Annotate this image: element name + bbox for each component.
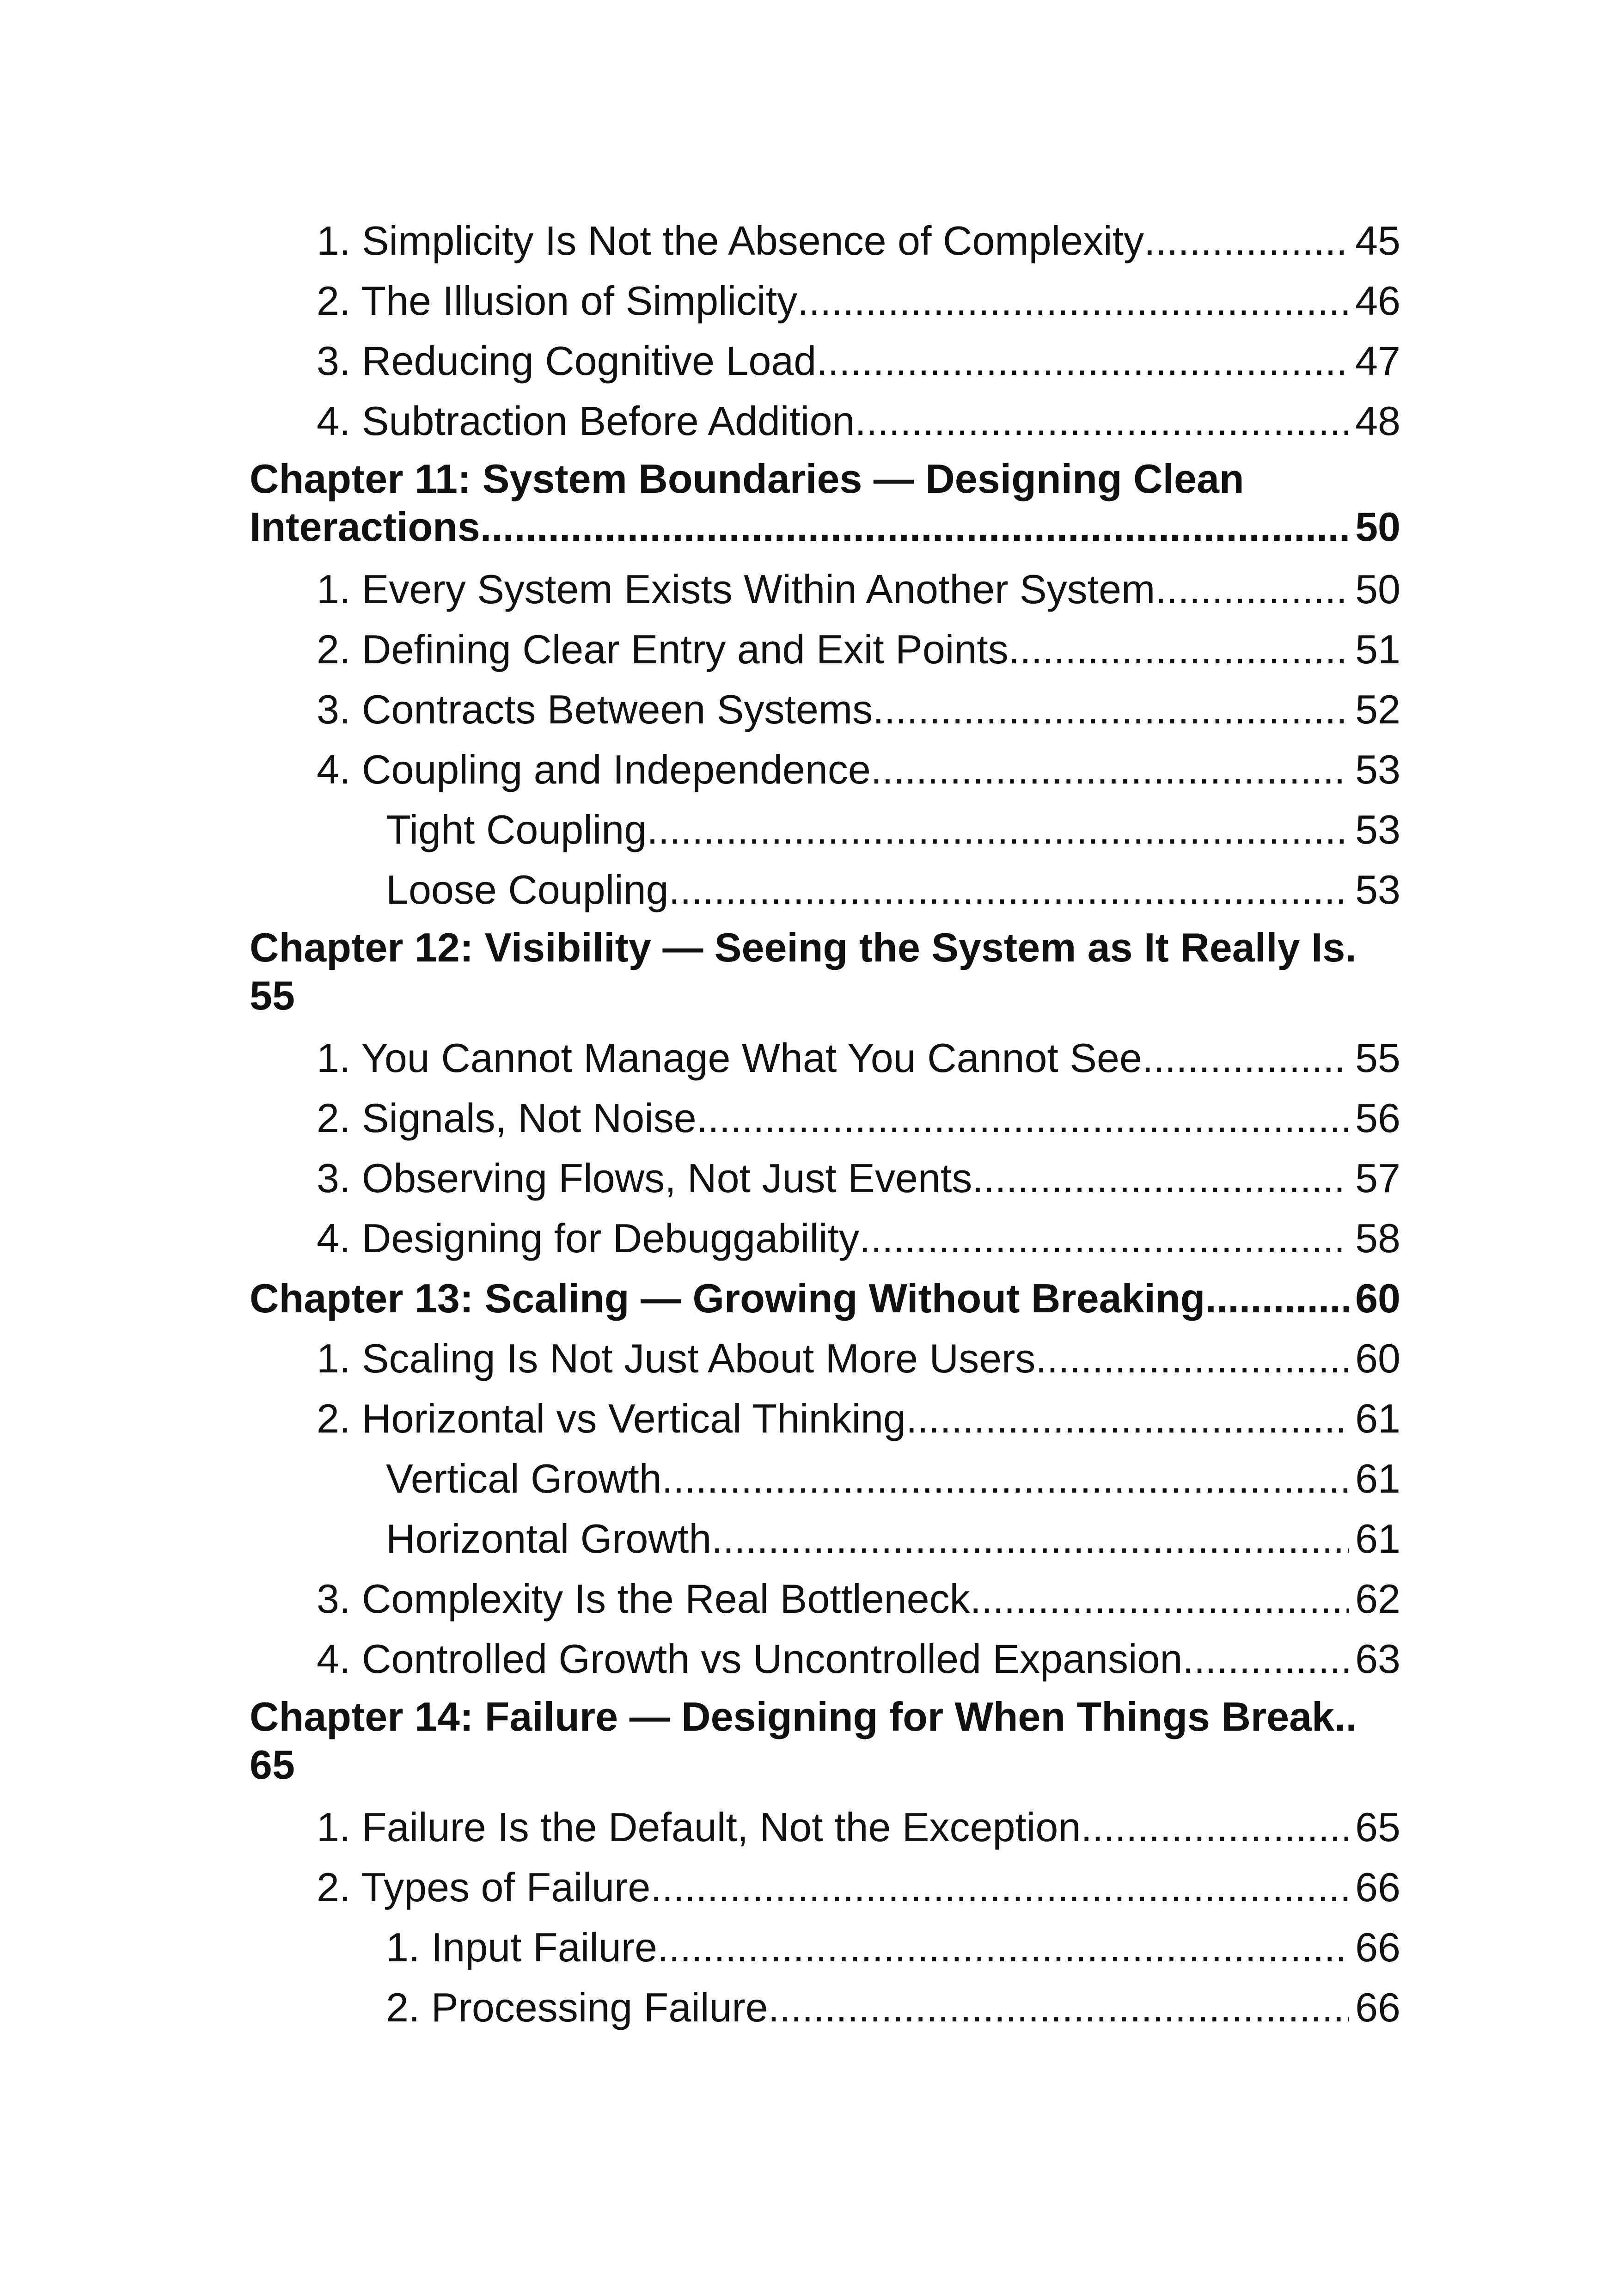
toc-chapter-12[interactable] bbox=[250, 920, 1400, 1028]
dot-leader bbox=[480, 503, 1349, 551]
dot-leader bbox=[1205, 1268, 1349, 1329]
dot-leader bbox=[1142, 1028, 1349, 1088]
toc-entry-title: 1. Simplicity Is Not the Absence of Complexity bbox=[317, 218, 1144, 263]
toc-entry-title: 2. Types of Failure bbox=[317, 1864, 651, 1910]
toc-entry[interactable] bbox=[250, 680, 1400, 740]
dot-leader bbox=[797, 271, 1349, 331]
dot-leader bbox=[873, 680, 1349, 740]
toc-entry-page: 61 bbox=[1355, 1396, 1400, 1441]
toc-entry-page: 53 bbox=[1355, 867, 1400, 912]
toc-entry-page: 55 bbox=[1355, 1035, 1400, 1081]
dot-leader bbox=[1081, 1797, 1349, 1857]
toc-entry-page: 57 bbox=[1355, 1155, 1400, 1201]
toc-chapter-page: 60 bbox=[1355, 1275, 1400, 1321]
toc-entry-title: 3. Contracts Between Systems bbox=[317, 686, 873, 732]
toc-chapter-page: 65 bbox=[250, 1742, 295, 1788]
toc-entry-page: 50 bbox=[1355, 566, 1400, 612]
toc-entry-title: Loose Coupling bbox=[386, 867, 669, 912]
toc-entry[interactable] bbox=[250, 1629, 1400, 1689]
toc-chapter-page: 50 bbox=[1355, 504, 1400, 550]
chapter-title-line: Chapter 13: Scaling — Growing Without Breaking bbox=[250, 1275, 1205, 1321]
toc-entry-title: 2. Horizontal vs Vertical Thinking bbox=[317, 1396, 906, 1441]
toc-entry[interactable] bbox=[250, 1148, 1400, 1208]
toc-entry-page: 58 bbox=[1355, 1215, 1400, 1261]
toc-subentry[interactable] bbox=[250, 1978, 1400, 2038]
toc-entry-title: 3. Observing Flows, Not Just Events bbox=[317, 1155, 972, 1201]
toc-entry-title: 1. You Cannot Manage What You Cannot See bbox=[317, 1035, 1142, 1081]
chapter-title-line: Chapter 11: System Boundaries — Designing Clean bbox=[250, 456, 1244, 502]
toc-entry-title: 4. Controlled Growth vs Uncontrolled Expansion bbox=[317, 1636, 1183, 1682]
dot-leader bbox=[669, 860, 1349, 920]
toc-entry[interactable] bbox=[250, 1389, 1400, 1449]
dot-leader bbox=[697, 1088, 1349, 1148]
toc-entry-page: 60 bbox=[1355, 1335, 1400, 1381]
toc-entry-page: 61 bbox=[1355, 1516, 1400, 1561]
toc-entry-page: 66 bbox=[1355, 1924, 1400, 1970]
toc-entry-title: 3. Reducing Cognitive Load bbox=[317, 338, 817, 384]
toc-subentry[interactable] bbox=[250, 1449, 1400, 1509]
toc-entry-title: 1. Scaling Is Not Just About More Users bbox=[317, 1335, 1036, 1381]
toc-subentry[interactable] bbox=[250, 1509, 1400, 1569]
toc-entry[interactable] bbox=[250, 1569, 1400, 1629]
dot-leader bbox=[662, 1449, 1349, 1509]
toc-entry-page: 62 bbox=[1355, 1576, 1400, 1622]
toc-entry[interactable] bbox=[250, 211, 1400, 271]
chapter-title-line: Chapter 14: Failure — Designing for When Things Break.. bbox=[250, 1694, 1357, 1739]
toc-entry[interactable] bbox=[250, 619, 1400, 680]
table-of-contents bbox=[250, 211, 1400, 2038]
dot-leader bbox=[650, 1857, 1349, 1917]
toc-entry-title: Vertical Growth bbox=[386, 1456, 662, 1501]
dot-leader bbox=[816, 331, 1349, 391]
toc-entry-title: 2. Defining Clear Entry and Exit Points bbox=[317, 626, 1009, 672]
dot-leader bbox=[657, 1917, 1349, 1978]
toc-entry-page: 65 bbox=[1355, 1804, 1400, 1850]
toc-entry-page: 66 bbox=[1355, 1984, 1400, 2030]
toc-entry-title: Tight Coupling bbox=[386, 807, 647, 852]
toc-entry-page: 53 bbox=[1355, 747, 1400, 792]
toc-entry-page: 61 bbox=[1355, 1456, 1400, 1501]
toc-entry[interactable] bbox=[250, 740, 1400, 800]
toc-entry[interactable] bbox=[250, 1857, 1400, 1917]
dot-leader bbox=[871, 740, 1349, 800]
dot-leader bbox=[1035, 1329, 1349, 1389]
toc-entry-title: 3. Complexity Is the Real Bottleneck bbox=[317, 1576, 970, 1622]
toc-chapter-14[interactable] bbox=[250, 1689, 1400, 1797]
toc-entry-page: 52 bbox=[1355, 686, 1400, 732]
toc-entry-page: 66 bbox=[1355, 1864, 1400, 1910]
dot-leader bbox=[1155, 559, 1349, 619]
toc-entry-title: 4. Designing for Debuggability bbox=[317, 1215, 860, 1261]
dot-leader bbox=[711, 1509, 1349, 1569]
toc-entry-title: Horizontal Growth bbox=[386, 1516, 712, 1561]
toc-entry-page: 48 bbox=[1355, 398, 1400, 444]
toc-entry-page: 51 bbox=[1355, 626, 1400, 672]
dot-leader bbox=[906, 1389, 1349, 1449]
toc-entry[interactable] bbox=[250, 271, 1400, 331]
toc-entry[interactable] bbox=[250, 331, 1400, 391]
toc-entry[interactable] bbox=[250, 391, 1400, 451]
toc-chapter-11[interactable] bbox=[250, 451, 1400, 559]
toc-entry-title: 1. Failure Is the Default, Not the Exception bbox=[317, 1804, 1081, 1850]
dot-leader bbox=[768, 1978, 1349, 2038]
toc-entry-page: 47 bbox=[1355, 338, 1400, 384]
toc-entry-title: 2. The Illusion of Simplicity bbox=[317, 278, 798, 324]
toc-subentry[interactable] bbox=[250, 1917, 1400, 1978]
toc-entry[interactable] bbox=[250, 1797, 1400, 1857]
toc-entry[interactable] bbox=[250, 1208, 1400, 1268]
toc-entry[interactable] bbox=[250, 1329, 1400, 1389]
toc-entry-title: 1. Every System Exists Within Another System bbox=[317, 566, 1155, 612]
toc-entry-page: 63 bbox=[1355, 1636, 1400, 1682]
toc-entry-title: 2. Signals, Not Noise bbox=[317, 1095, 697, 1141]
toc-entry-title: 4. Subtraction Before Addition bbox=[317, 398, 855, 444]
toc-entry[interactable] bbox=[250, 1088, 1400, 1148]
chapter-title-line: Interactions bbox=[250, 504, 480, 550]
toc-chapter-13[interactable] bbox=[250, 1268, 1400, 1329]
toc-entry-page: 56 bbox=[1355, 1095, 1400, 1141]
toc-subentry[interactable] bbox=[250, 860, 1400, 920]
dot-leader bbox=[647, 800, 1349, 860]
chapter-title-line: Chapter 12: Visibility — Seeing the System as It Really Is. bbox=[250, 925, 1357, 970]
dot-leader bbox=[1144, 211, 1349, 271]
dot-leader bbox=[1009, 619, 1349, 680]
dot-leader bbox=[859, 1208, 1349, 1268]
toc-entry-title: 2. Processing Failure bbox=[386, 1984, 768, 2030]
toc-entry[interactable] bbox=[250, 1028, 1400, 1088]
toc-entry-page: 53 bbox=[1355, 807, 1400, 852]
toc-entry-title: 1. Input Failure bbox=[386, 1924, 657, 1970]
toc-entry-title: 4. Coupling and Independence bbox=[317, 747, 871, 792]
dot-leader bbox=[855, 391, 1349, 451]
toc-entry-page: 45 bbox=[1355, 218, 1400, 263]
toc-entry-page: 46 bbox=[1355, 278, 1400, 324]
toc-subentry[interactable] bbox=[250, 800, 1400, 860]
dot-leader bbox=[972, 1148, 1349, 1208]
dot-leader bbox=[970, 1569, 1349, 1629]
dot-leader bbox=[1182, 1629, 1349, 1689]
toc-chapter-page: 55 bbox=[250, 973, 295, 1018]
toc-entry[interactable] bbox=[250, 559, 1400, 619]
